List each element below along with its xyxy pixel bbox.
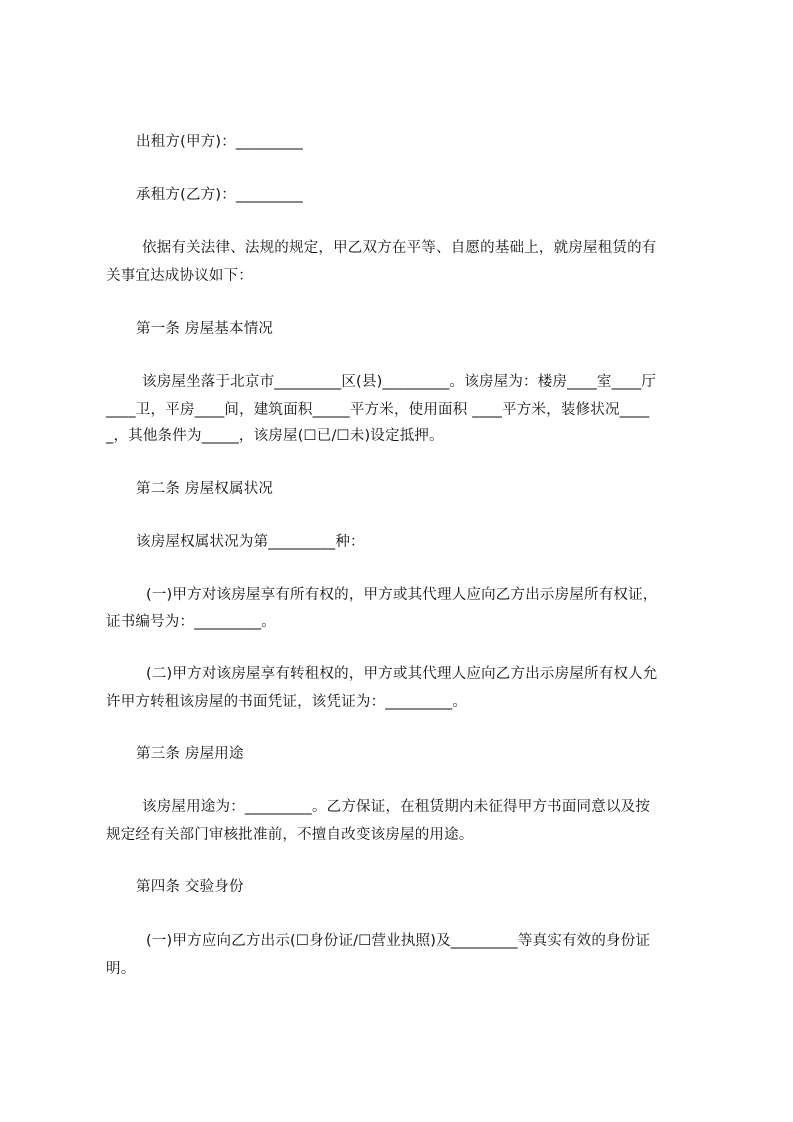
article-2-clause-1-line-1: (一)甲方对该房屋享有所有权的，甲方或其代理人应向乙方出示房屋所有权证，	[146, 587, 658, 603]
article-3-body-line-1: 该房屋用途为：_________。乙方保证，在租赁期内未征得甲方书面同意以及按	[142, 799, 651, 815]
article-2-clause-2-line-1: (二)甲方对该房屋享有转租权的，甲方或其代理人应向乙方出示房屋所有权人允	[146, 666, 658, 682]
preamble-line-1: 依据有关法律、法规的规定，甲乙双方在平等、自愿的基础上，就房屋租赁的有	[142, 240, 657, 256]
preamble-line-2: 关事宜达成协议如下：	[106, 268, 253, 284]
article-2-clause-2-line-2: 许甲方转租该房屋的书面凭证，该凭证为：_________。	[106, 694, 468, 710]
article-2-body-line-1: 该房屋权属状况为第_________种：	[136, 534, 365, 550]
article-4-clause-1-line-1: (一)甲方应向乙方出示(☐身份证/☐营业执照)及_________等真实有效的身份证	[146, 933, 651, 949]
article-2-heading: 第二条 房屋权属状况	[136, 481, 274, 497]
article-3-heading: 第三条 房屋用途	[136, 746, 244, 762]
lessee-line: 承租方(乙方)：_________	[136, 187, 303, 203]
article-1-body-line-1: 该房屋坐落于北京市_________区(县)_________。该房屋为：楼房____室____厅	[142, 374, 657, 390]
article-2-clause-1-line-2: 证书编号为：_________。	[106, 614, 276, 630]
lessor-line: 出租方(甲方)：_________	[136, 134, 303, 150]
article-1-body-line-2: ____卫，平房____间，建筑面积_____平方米，使用面积 ____平方米，装修状况____	[106, 402, 650, 418]
article-3-body-line-2: 规定经有关部门审核批准前，不擅自改变该房屋的用途。	[106, 827, 474, 843]
article-4-clause-1-line-2: 明。	[106, 961, 136, 977]
article-1-body-line-3: _，其他条件为_____，该房屋(☐已/☐未)设定抵押。	[106, 428, 444, 444]
article-4-heading: 第四条 交验身份	[136, 879, 244, 895]
article-1-heading: 第一条 房屋基本情况	[136, 321, 274, 337]
